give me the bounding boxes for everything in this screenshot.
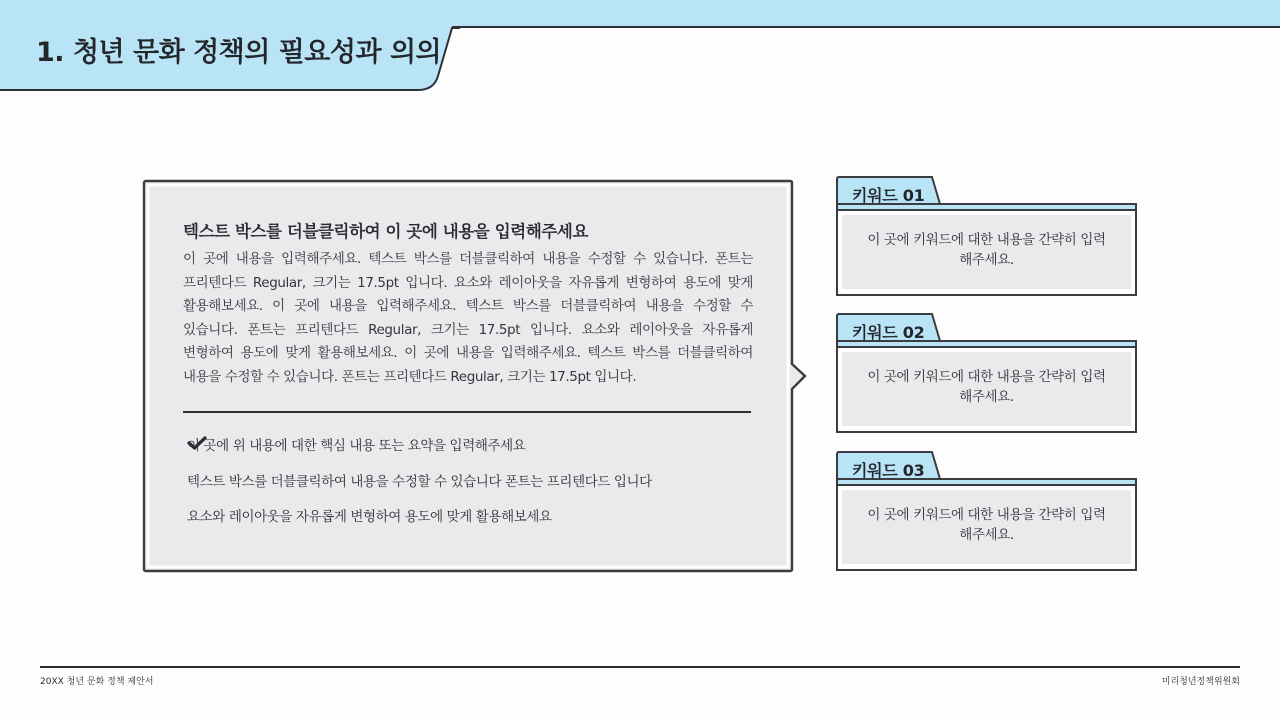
keyword-card-2[interactable] [836,313,1137,434]
keyword-description [842,348,1131,426]
list-item [187,506,652,524]
header-line [452,0,1280,30]
main-heading: 텍스트 박스를 더블클릭하여 이 곳에 내용을 입력해주세요 [183,222,589,241]
footer-document-title: 20XX 청년 문화 정책 제안서 [40,677,154,687]
checklist-text: 요소와 레이아웃을 자유롭게 변형하여 용도에 맞게 활용해보세요 [187,509,552,525]
main-text-box[interactable] [143,180,793,572]
check-icon [187,435,207,451]
divider [183,411,751,413]
keyword-description [842,211,1131,289]
title-tab [0,0,460,92]
keyword-card-1[interactable] [836,176,1137,297]
list-item [187,435,652,453]
keyword-card-3[interactable] [836,451,1137,572]
keyword-label: 키워드 01 [852,186,925,205]
keyword-description-text: 이 곳에 키워드에 대한 내용을 간략히 입력해주세요. [867,369,1106,405]
checklist [187,435,652,542]
list-item [187,471,652,489]
keyword-description-text: 이 곳에 키워드에 대한 내용을 간략히 입력해주세요. [867,232,1106,268]
keyword-label: 키워드 03 [852,461,925,480]
footer-organization: 미리청년정책위원회 [1161,677,1240,687]
keyword-label: 키워드 02 [852,323,925,342]
main-body-text: 이 곳에 내용을 입력해주세요. 텍스트 박스를 더블클릭하여 내용을 수정할 수 있습니다. 폰트는 프리텐다드 Regular, 크기는 17.5pt 입니다. 요소와 레이아웃을 자유롭게 변형하여 용도에 맞게 활용해보세요. 이 곳에 내용을 입력해주세요. 텍스트 박스를 더블클릭하여 내용을 수정할 수 있습니다. 폰트는 프리텐다드 Regular, 크기는 17.5pt 입니다. 요소와 레이아웃을 자유롭게 변형하여 용도에 맞게 활용해보세요. 이 곳에 내용을 입력해주세요. 텍스트 박스를 더블클릭하여 내용을 수정할 수 있습니다. 폰트는 프리텐다드 Regular, 크기는 17.5pt 입니다. [183,251,753,385]
page-title: 1. 청년 문화 정책의 필요성과 의의 [36,37,442,68]
keyword-description [842,486,1131,564]
checklist-text: 이 곳에 위 내용에 대한 핵심 내용 또는 요약을 입력해주세요 [187,438,526,454]
footer-divider [40,666,1240,668]
checklist-text: 텍스트 박스를 더블클릭하여 내용을 수정할 수 있습니다 폰트는 프리텐다드 입니다 [187,473,652,490]
keyword-description-text: 이 곳에 키워드에 대한 내용을 간략히 입력해주세요. [867,507,1106,543]
